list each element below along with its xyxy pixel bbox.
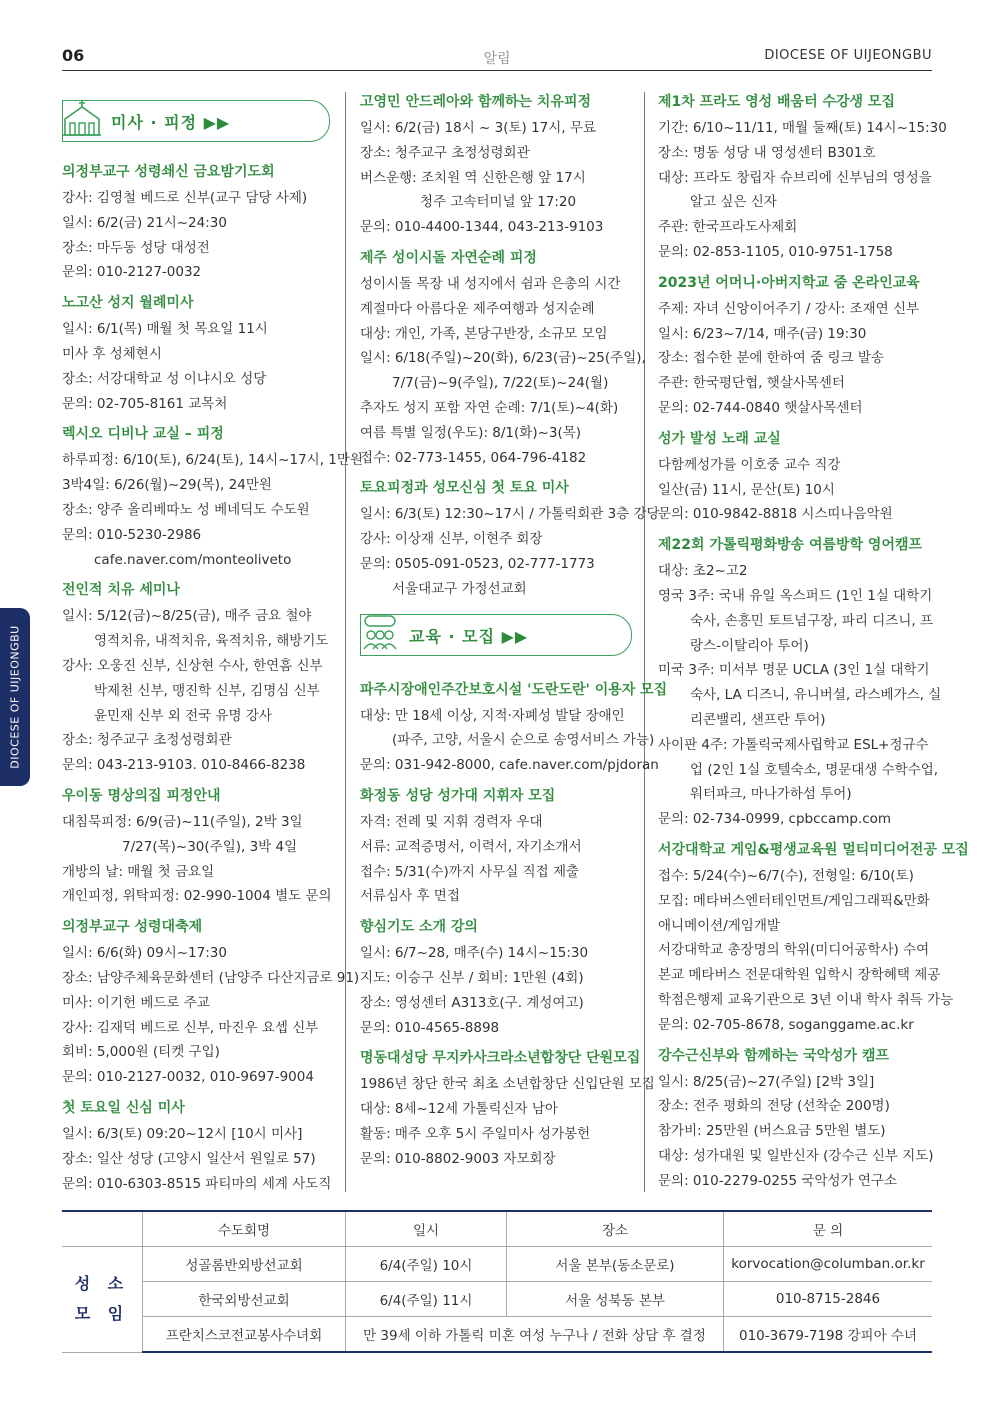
notice-line: 모집: 메타버스엔터테인먼트/게임그래픽&만화 xyxy=(658,892,930,909)
notice-title: 노고산 성지 월례미사 xyxy=(62,295,194,312)
notice-line: 장소: 전주 평화의 전당 (선착순 200명) xyxy=(658,1098,890,1115)
table-cell: 서울 성북동 본부 xyxy=(507,1282,724,1317)
table-cell: 6/4(주일) 10시 xyxy=(346,1247,507,1282)
notice-line: 대상: 프라도 창립자 슈브리에 신부님의 영성을 xyxy=(658,169,932,186)
notice-line: 학점은행제 교육기관으로 3년 이내 학사 취득 가능 xyxy=(658,991,954,1008)
notice-line: 일시: 8/25(금)~27(주일) [2박 3일] xyxy=(658,1073,875,1090)
notice-title: 화정동 성당 성가대 지휘자 모집 xyxy=(360,787,556,804)
notice-item xyxy=(62,162,330,285)
notice-title: 파주시장애인주간보호시설 '도란도란' 이용자 모집 xyxy=(360,681,668,698)
column-retreat-education xyxy=(360,92,668,1178)
notice-line: 영국 3주: 국내 유일 옥스퍼드 (1인 1실 대학기 xyxy=(658,587,933,604)
notice-line: 3박4일: 6/26(월)~29(목), 24만원 xyxy=(62,477,272,494)
notice-line: 기간: 6/10~11/11, 매월 둘째(토) 14시~15:30 xyxy=(658,120,947,136)
table-cell: 서울 본부(동소문로) xyxy=(507,1247,724,1282)
notice-item xyxy=(360,917,632,1040)
notice-line: 일시: 6/3(토) 09:20~12시 [10시 미사] xyxy=(62,1125,303,1142)
notice-line: 알고 싶은 신자 xyxy=(690,194,777,211)
notice-line: 박제천 신부, 맹진학 신부, 김명심 신부 xyxy=(94,682,320,699)
header-date: 일시 xyxy=(346,1211,507,1247)
notice-line: 문의: 010-6303-8515 파티마의 세계 사도직 xyxy=(62,1175,332,1192)
notice-line: 성이시돌 목장 내 성지에서 쉼과 은총의 시간 xyxy=(360,275,621,292)
notice-line: 개인피정, 위탁피정: 02-990-1004 별도 문의 xyxy=(62,888,332,905)
notice-line: 자격: 전례 및 지휘 경력자 우대 xyxy=(360,813,543,830)
notice-title: 성가 발성 노래 교실 xyxy=(658,430,781,447)
notice-item xyxy=(360,680,668,778)
header-place: 장소 xyxy=(507,1211,724,1247)
notice-line: 일산(금) 11시, 문산(토) 10시 xyxy=(658,481,835,498)
people-icon xyxy=(359,613,401,653)
notice-line: 일시: 6/18(주일)~20(화), 6/23(금)~25(주일), xyxy=(360,350,646,367)
notice-line: 접수: 02-773-1455, 064-796-4182 xyxy=(360,449,587,466)
notice-line: 일시: 6/2(금) 21시~24:30 xyxy=(62,214,227,231)
notice-title: 의정부교구 성령대축제 xyxy=(62,919,203,936)
notice-line: 추자도 성지 포함 자연 순례: 7/1(토)~4(화) xyxy=(360,399,619,416)
table-cell: 성골롬반외방선교회 xyxy=(143,1247,346,1282)
table-cell: 만 39세 이하 가톨릭 미혼 여성 누구나 / 전화 상담 후 결정 xyxy=(346,1317,724,1353)
table-cell: 010-3679-7198 강피아 수녀 xyxy=(724,1317,933,1353)
notice-line: 문의: 02-744-0840 햇살사목센터 xyxy=(658,399,863,416)
col1-items xyxy=(62,162,363,1196)
notice-line: 문의: 010-2127-0032, 010-9697-9004 xyxy=(62,1069,314,1086)
notice-line: 미국 3주: 미서부 명문 UCLA (3인 1실 대학기 xyxy=(658,662,930,679)
notice-line: 서류심사 후 면접 xyxy=(360,888,460,905)
notice-line: 대상: 성가대원 및 일반신자 (강수근 신부 지도) xyxy=(658,1147,934,1164)
notice-line: 접수: 5/24(수)~6/7(수), 전형일: 6/10(토) xyxy=(658,867,914,884)
notice-title: 제주 성이시돌 자연순례 피정 xyxy=(360,249,537,266)
notice-line: 숙사, LA 디즈니, 유니버셜, 라스베가스, 실 xyxy=(690,687,942,704)
section-header-education xyxy=(360,614,632,656)
church-icon xyxy=(61,99,103,139)
notice-item xyxy=(360,248,646,470)
notice-title: 강수근신부와 함께하는 국악성가 캠프 xyxy=(658,1047,890,1064)
notice-line: 문의: 010-2127-0032 xyxy=(62,264,202,281)
notice-line: 일시: 6/3(토) 12:30~17시 / 가톨릭회관 3층 강당 xyxy=(360,506,660,523)
notice-line: 미사 후 성체현시 xyxy=(62,345,162,362)
notice-line: 워터파크, 마나가하섬 투어) xyxy=(690,786,852,803)
notice-line: 업 (2인 1실 호텔숙소, 명문대생 수학수업, xyxy=(690,761,939,778)
notice-line: 문의: 010-4565-8898 xyxy=(360,1019,500,1036)
notice-line: 일시: 6/23~7/14, 매주(금) 19:30 xyxy=(658,325,867,342)
notice-item xyxy=(658,429,934,527)
notice-line: 하루피정: 6/10(토), 6/24(토), 14시~17시, 1만원 xyxy=(62,452,363,469)
notice-line: 참가비: 25만원 (버스요금 5만원 별도) xyxy=(658,1123,886,1140)
notice-line: 대상: 8세~12세 가톨릭신자 남아 xyxy=(360,1101,558,1118)
notice-line: 회비: 5,000원 (티켓 구입) xyxy=(62,1044,220,1061)
notice-title: 제1차 프라도 영성 배움터 수강생 모집 xyxy=(658,94,895,110)
notice-line: 1986년 창단 한국 최초 소년합창단 신입단원 모집 xyxy=(360,1076,655,1093)
notice-line: 문의: 010-4400-1344, 043-213-9103 xyxy=(360,219,604,236)
notice-line: 지도: 이승구 신부 / 회비: 1만원 (4회) xyxy=(360,969,584,986)
notice-line: 대상: 만 18세 이상, 지적·자폐성 발달 장애인 xyxy=(360,707,625,724)
notice-item xyxy=(658,92,947,265)
notice-title: 명동대성당 무지카사크라소년합창단 단원모집 xyxy=(360,1050,641,1067)
notice-line: 장소: 청주교구 초정성령회관 xyxy=(62,732,232,749)
section-header-mass xyxy=(62,100,330,142)
notice-line: 문의: 02-705-8678, soganggame.ac.kr xyxy=(658,1016,914,1033)
notice-line: 일시: 6/1(목) 매월 첫 목요일 11시 xyxy=(62,321,268,338)
notice-line: 청주 고속터미널 앞 17:20 xyxy=(420,194,577,211)
notice-line: 문의: 031-942-8000, cafe.naver.com/pjdoran xyxy=(360,757,659,774)
notice-line: 일시: 5/12(금)~8/25(금), 매주 금요 철야 xyxy=(62,608,312,625)
notice-line: 장소: 명동 성당 내 영성센터 B301호 xyxy=(658,144,876,161)
notice-line: 장소: 청주교구 초정성령회관 xyxy=(360,144,530,161)
header-contact: 문 의 xyxy=(724,1211,933,1247)
notice-line: 주제: 자녀 신앙이어주기 / 강사: 조재연 신부 xyxy=(658,300,920,317)
notice-line: 대상: 개인, 가족, 본당구반장, 소규모 모임 xyxy=(360,325,608,342)
col2-items-top xyxy=(360,92,660,602)
table-row xyxy=(62,1282,932,1317)
notice-line: 사이판 4주: 가톨릭국제사립학교 ESL+정규수 xyxy=(658,736,929,753)
table-row xyxy=(62,1247,932,1282)
notice-title: 의정부교구 성령쇄신 금요밤기도회 xyxy=(62,164,275,180)
table-cell: 프란치스코전교봉사수녀회 xyxy=(143,1317,346,1353)
notice-line: 문의: 010-5230-2986 xyxy=(62,526,202,543)
notice-line: 강사: 김영철 베드로 신부(교구 담당 사제) xyxy=(62,190,308,206)
table-cell: 한국외방선교회 xyxy=(143,1282,346,1317)
notice-line: 미사: 이기헌 베드로 주교 xyxy=(62,994,210,1011)
notice-item xyxy=(62,580,330,778)
notice-item xyxy=(360,1048,655,1171)
notice-item xyxy=(360,478,660,601)
notice-line: (파주, 고양, 서울시 순으로 송영서비스 가능) xyxy=(392,732,655,749)
notice-line: 장소: 서강대학교 성 이냐시오 성당 xyxy=(62,370,267,387)
notice-line: 문의: 0505-091-0523, 02-777-1773 xyxy=(360,555,595,572)
page-number: 06 xyxy=(62,46,85,65)
notice-line: 리콘밸리, 샌프란 투어) xyxy=(690,711,826,728)
notice-line: 주관: 한국평단협, 햇살사목센터 xyxy=(658,375,845,392)
notice-line: 문의: 010-2279-0255 국악성가 연구소 xyxy=(658,1172,898,1189)
column-divider xyxy=(644,92,645,1192)
notice-title: 제22회 가톨릭평화방송 여름방학 영어캠프 xyxy=(658,537,923,554)
notice-item xyxy=(658,535,942,832)
col3-items xyxy=(658,92,969,1193)
notice-line: 개방의 날: 매월 첫 금요일 xyxy=(62,863,215,880)
notice-line: 문의: 010-8802-9003 자모회장 xyxy=(360,1150,556,1167)
notice-line: 일시: 6/2(금) 18시 ~ 3(토) 17시, 무료 xyxy=(360,120,596,136)
section-title: 교육 · 모집 ▶▶ xyxy=(409,626,529,646)
notice-line: 대상: 초2~고2 xyxy=(658,563,748,580)
page-header xyxy=(62,44,932,71)
notice-line: cafe.naver.com/monteoliveto xyxy=(94,551,292,568)
side-tab xyxy=(0,608,30,786)
notice-item xyxy=(62,293,330,416)
notice-line: 장소: 일산 성당 (고양시 일산서 원일로 57) xyxy=(62,1150,316,1167)
notice-line: 윤민재 신부 외 전국 유명 강사 xyxy=(94,707,272,724)
notice-line: 장소: 접수한 분에 한하여 줌 링크 발송 xyxy=(658,350,884,367)
notice-title: 우이동 명상의집 피정안내 xyxy=(62,787,221,804)
notice-line: 대침묵피정: 6/9(금)~11(주일), 2박 3일 xyxy=(62,813,303,830)
header-order: 수도회명 xyxy=(143,1211,346,1247)
notice-line: 문의: 010-9842-8818 시스띠나음악원 xyxy=(658,506,893,523)
notice-title: 전인적 치유 세미나 xyxy=(62,582,180,599)
notice-title: 향심기도 소개 강의 xyxy=(360,919,478,936)
notice-title: 고영민 안드레아와 함께하는 치유피정 xyxy=(360,94,592,110)
notice-line: 다함께성가를 이호중 교수 직강 xyxy=(658,456,841,473)
section-label: 알림 xyxy=(483,51,511,67)
notice-line: 랑스-이탈리아 투어) xyxy=(690,637,809,654)
notice-line: 버스운행: 조치원 역 신한은행 앞 17시 xyxy=(360,169,586,186)
notice-line: 문의: 02-705-8161 교목처 xyxy=(62,395,228,412)
notice-title: 토요피정과 성모신심 첫 토요 미사 xyxy=(360,480,569,497)
side-tab-label: DIOCESE OF UIJEONGBU xyxy=(8,625,22,769)
notice-title: 2023년 어머니·아버지학교 줌 온라인교육 xyxy=(658,274,920,291)
notice-line: 영적치유, 내적치유, 육적치유, 해방기도 xyxy=(94,633,329,650)
notice-line: 장소: 마두동 성당 대성전 xyxy=(62,239,210,256)
notice-line: 서강대학교 총장명의 학위(미디어공학사) 수여 xyxy=(658,942,930,959)
notice-line: 문의: 02-734-0999, cpbccamp.com xyxy=(658,811,892,828)
table-lead xyxy=(62,1247,143,1353)
notice-line: 일시: 6/7~28, 매주(수) 14시~15:30 xyxy=(360,945,589,962)
table-cell: 6/4(주일) 11시 xyxy=(346,1282,507,1317)
notice-line: 계절마다 아름다운 제주여행과 성지순례 xyxy=(360,300,595,317)
notice-title: 렉시오 디비나 교실 – 피정 xyxy=(62,426,224,443)
notice-line: 활동: 매주 오후 5시 주일미사 성가봉헌 xyxy=(360,1125,591,1142)
col2-items-bottom xyxy=(360,680,668,1172)
notice-title: 첫 토요일 신심 미사 xyxy=(62,1099,185,1116)
notice-line: 숙사, 손흥민 토트넘구장, 파리 디즈니, 프 xyxy=(690,612,933,629)
notice-line: 본교 메타버스 전문대학원 입학시 장학혜택 제공 xyxy=(658,967,941,984)
notice-item xyxy=(658,840,969,1038)
table-lead-line: 성 소 xyxy=(74,1274,130,1294)
notice-line: 7/7(금)~9(주일), 7/22(토)~24(월) xyxy=(392,375,609,392)
notice-line: 장소: 양주 올리베따노 성 베네딕도 수도원 xyxy=(62,501,310,518)
diocese-name: DIOCESE OF UIJEONGBU xyxy=(764,48,932,63)
notice-title: 서강대학교 게임&평생교육원 멀티미디어전공 모집 xyxy=(658,841,969,858)
column-recruitment xyxy=(658,92,969,1199)
column-mass-retreat xyxy=(62,92,363,1202)
notice-item xyxy=(62,786,330,909)
notice-line: 강사: 김재덕 베드로 신부, 마진우 요셉 신부 xyxy=(62,1019,319,1036)
notice-item xyxy=(360,786,632,909)
notice-line: 여름 특별 일정(우도): 8/1(화)~3(목) xyxy=(360,424,582,441)
notice-line: 애니메이션/게임개발 xyxy=(658,917,780,934)
notice-line: 접수: 5/31(수)까지 사무실 직접 제출 xyxy=(360,863,580,880)
table-lead-line: 모 임 xyxy=(74,1304,130,1324)
table-cell: 010-8715-2846 xyxy=(724,1282,933,1317)
notice-line: 강사: 오웅진 신부, 신상현 수사, 한연흠 신부 xyxy=(62,657,323,674)
column-divider xyxy=(345,92,346,1192)
notice-line: 주관: 한국프라도사제회 xyxy=(658,219,798,236)
vocation-meeting-table xyxy=(62,1210,932,1353)
section-title: 미사 · 피정 ▶▶ xyxy=(111,113,231,132)
notice-line: 일시: 6/6(화) 09시~17:30 xyxy=(62,945,227,962)
notice-item xyxy=(658,273,934,421)
notice-line: 강사: 이상재 신부, 이현주 회장 xyxy=(360,531,543,548)
notice-line: 서류: 교적증명서, 이력서, 자기소개서 xyxy=(360,838,582,855)
notice-item xyxy=(62,424,363,572)
table-header-row xyxy=(62,1211,932,1247)
notice-item xyxy=(62,917,360,1090)
table-row xyxy=(62,1317,932,1353)
notice-line: 문의: 043-213-9103. 010-8466-8238 xyxy=(62,757,306,774)
notice-line: 문의: 02-853-1105, 010-9751-1758 xyxy=(658,243,893,260)
notice-line: 장소: 남양주체육문화센터 (남양주 다산지금로 91) xyxy=(62,969,360,986)
notice-item xyxy=(62,1098,330,1196)
notice-item xyxy=(360,92,632,240)
notice-item xyxy=(658,1046,934,1194)
notice-line: 장소: 영성센터 A313호(구. 계성여고) xyxy=(360,994,584,1011)
notice-line: 7/27(목)~30(주일), 3박 4일 xyxy=(122,838,298,855)
table-cell: korvocation@columban.or.kr xyxy=(724,1247,933,1282)
notice-line: 서울대교구 가정선교회 xyxy=(392,580,527,597)
